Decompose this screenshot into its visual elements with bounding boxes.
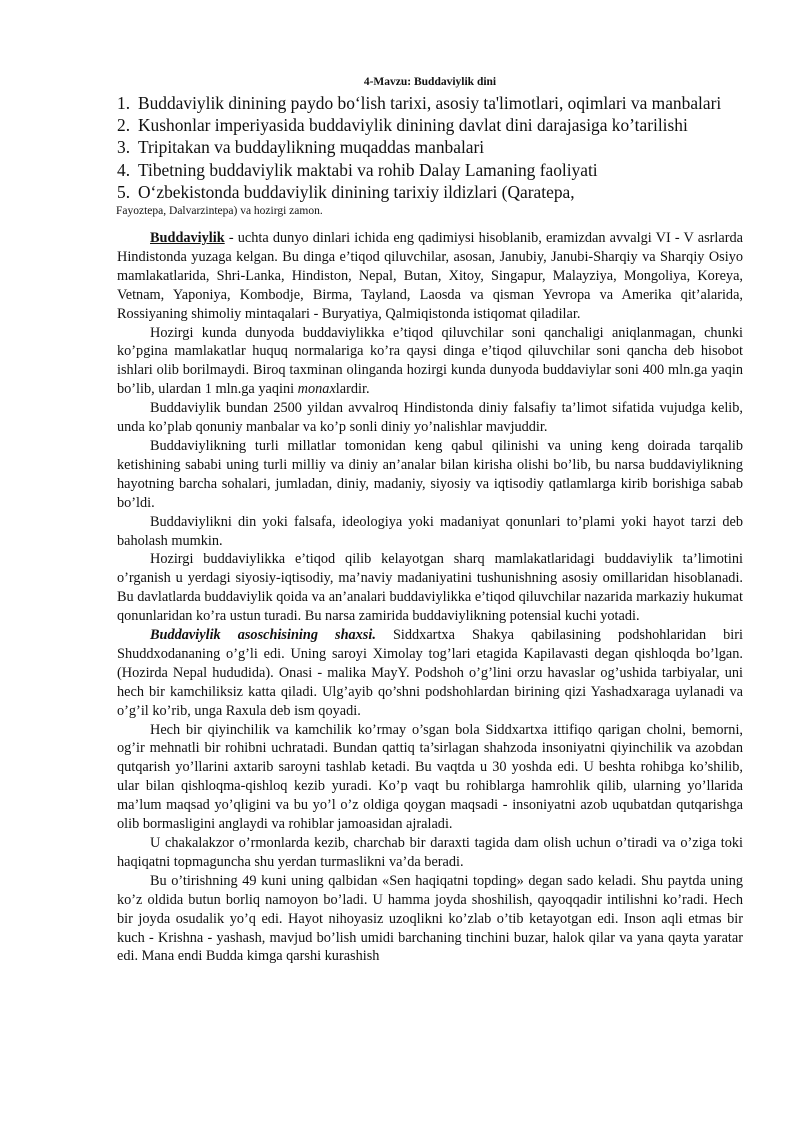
topic-item-4: [117, 159, 743, 181]
paragraph-origin: Buddaviylik bundan 2500 yildan avvalroq Hindistonda diniy falsafiy ta’limot sifatida vujudga kelib, unda ko’plab qonuniy manbalar va ko’p sonli diniy yo’nalishlar mavjuddir.: [117, 400, 743, 436]
document-page: [117, 76, 743, 966]
title-prefix: 4-Mavzu: [363, 76, 408, 88]
topic-text: O‘zbekistonda buddaviylik dinining tarixiy ildizlari (Qaratepa,: [138, 181, 575, 202]
paragraph-text-end: lardir.: [335, 381, 370, 398]
topic-text: Buddaviylik dinining paydo bo‘lish tarixi, asosiy ta'limotlari, oqimlari va manbalari: [138, 93, 722, 113]
lead-term: Buddaviylik: [150, 230, 225, 247]
topic-item-5: [117, 181, 743, 203]
topic-number: 4.: [117, 159, 131, 180]
section-heading: Buddaviylik asoschisining shaxsi.: [150, 627, 376, 644]
paragraph-followers-count: [117, 324, 743, 400]
topic-5-continuation: Fayoztepa, Dalvarzintepa) va hozirgi zamon.: [116, 205, 323, 218]
topic-item-2: [117, 114, 743, 136]
document-title: [117, 76, 743, 88]
italic-word: monax: [297, 381, 336, 398]
paragraph-siddhartha-journey: Hech bir qiyinchilik va kamchilik ko’rmay o’sgan bola Siddxartxa ittifiqo qarigan cholni, bemorni, og’ir mehnatli bir rohibni uchratadi. Bundan qattiq ta’sirlagan shahzoda insoniyatni qiyinchilik va azobdan qutqarish yo’llarini axtarib saroyni tashlab ketadi. Bu vaqtda u 30 yoshda edi. U beshta rohibga ko’shilib, ular bilan qishloqma-qishloq kezib yuradi. Ko’p vaqt bu rohiblarga hamrohlik qilib, ularning yo’llarida ma’lum maqsad yo’qligini va bu yo’l o’z oldiga qoygan maqsadi - insoniyatni azob uqubatdan qutqarishga olib bormasligini anglaydi va rohiblar jamoasidan ajraladi.: [117, 721, 743, 833]
title-rest: : Buddaviylik dini: [407, 76, 497, 88]
topic-item-1: [117, 92, 743, 114]
topic-number: 2.: [117, 115, 131, 136]
topic-item-3: [117, 136, 743, 158]
paragraph-text: Hozirgi kunda dunyoda buddaviylikka e’tiqod qiluvchilar soni qanchaligi aniqlanmagan, chunki ko’pgina mamlakatlar huquq normalariga ko’ra qaysi dinga e’tiqod qiluvchilar soni qancha deb hisobot ishlari olib borilmaydi. Biroq taxminan olinganda hozirgi kunda dunyoda buddaviylar soni 400 mln.ga yaqin bo’lib, ulardan 1 mln.ga yaqini: [117, 324, 743, 398]
topic-number: 1.: [117, 93, 131, 113]
topic-text: Kushonlar imperiyasida buddaviylik dinining davlat dini darajasiga ko’tarilishi: [138, 115, 688, 136]
topic-text: Tripitakan va buddaylikning muqaddas manbalari: [138, 137, 485, 158]
paragraph-text: - uchta dunyo dinlari ichida eng qadimiysi hisoblanib, eramizdan avvalgi VI - V asrlarda Hindistonda yuzaga kelgan. Bu dinga e’tiqod qiluvchilar, asosan, Janubiy, Janubi-Sharqiy va Sharqiy Osiyo mamlakatlarida, Shri-Lanka, Hindiston, Nepal, Butan, Xitoy, Singapur, Malayziya, Mongoliya, Koreya, Vetnam, Yaponiya, Kombodje, Birma, Tayland, Laosda va qisman Yevropa va Amerika qit’alarida, Rossiyaning shimoliy mintaqalari - Buryatiya, Qalmiqistonda istiqomat qiladilar.: [117, 230, 743, 322]
topic-number: 3.: [117, 137, 131, 158]
topic-text: Tibetning buddaviylik maktabi va rohib Dalay Lamaning faoliyati: [138, 159, 598, 180]
paragraph-founder: [117, 626, 743, 721]
topic-number: 5.: [117, 181, 131, 202]
paragraph-meditation: U chakalakzor o’rmonlarda kezib, charchab bir daraxti tagida dam olish uchun o’tiradi va o’ziga toki haqiqatni topmaguncha shu yerdan turmaslikni va’da beradi.: [117, 835, 743, 870]
paragraph-spread: Buddaviylikning turli millatlar tomonidan keng qabul qilinishi va uning keng doirada tarqalib ketishining sababi uning turli milliy va diniy an’analar bilan kirisha olishi bo’lib, bu narsa buddaviylikning hayotning barcha sohalari, jumladan, diniy, madaniy, siyosiy va iqtisodiy qatlamlarga kirib borishiga sabab bo’ldi.: [117, 437, 743, 511]
topic-list: [117, 92, 743, 203]
paragraph-text: Siddxartxa Shakya qabilasining podshohlaridan biri Shuddxodananing o’g’li edi. Uning saroyi Ximolay tog’lari etagida Kapilavasti degan qishloqda bo’lgan. (Hozirda Nepal hududida). Onasi - malika MayY. Podshoh o’g’lini orzu havaslar og’ushida tarbiyalar, uni hech bir kamchiliksiz katta qiladi. Ulg’ayib qo’shni podshohlardan birining qizi Yashadxaraga uylanadi va o’g’il ko’rib, unga Raxula deb ism qoyadi.: [117, 627, 744, 719]
paragraph-enlightenment: Bu o’tirishning 49 kuni uning qalbidan «Sen haqiqatni topding» degan sado keladi. Shu paytda uning ko’z oldida butun borliq namoyon bo’ladi. U hamma joyda shoshilish, qayoqqadir intilishni ko’radi. Hech bir joyda osudalik yo’q edi. Hayot nihoyasiz uzoqlikni ko’zlab o’tib ketayotgan edi. Inson aqli etmas bir kuch - Krishna - yashash, mavjud bo’lish umidi barchaning tinchini buzar, halok qilar va yana qayta yaratar edi. Mana endi Budda kimga qarshi kurashish: [117, 872, 743, 965]
paragraph-definition: Buddaviylikni din yoki falsafa, ideologiya yoki madaniyat qonunlari to’plami yoki hayot tarzi deb baholash mumkin.: [117, 513, 743, 549]
paragraph-intro: [117, 229, 743, 324]
paragraph-study: Hozirgi buddaviylikka e’tiqod qilib kelayotgan sharq mamlakatlaridagi buddaviylik ta’limotini o’rganish u yerdagi siyosiy-iqtisodiy, ma’naviy madaniyatini tushunishning asosiy omillaridan hisoblanadi. Bu davlatlarda buddaviylik qoida va an’analari buddaviylikka e’tiqod qiluvchilar nazarida markaziy hukumat qonunlaridan ko’ra ustun turadi. Bu narsa zamirida buddaviylikning potensial kuchi yotadi.: [117, 551, 743, 625]
